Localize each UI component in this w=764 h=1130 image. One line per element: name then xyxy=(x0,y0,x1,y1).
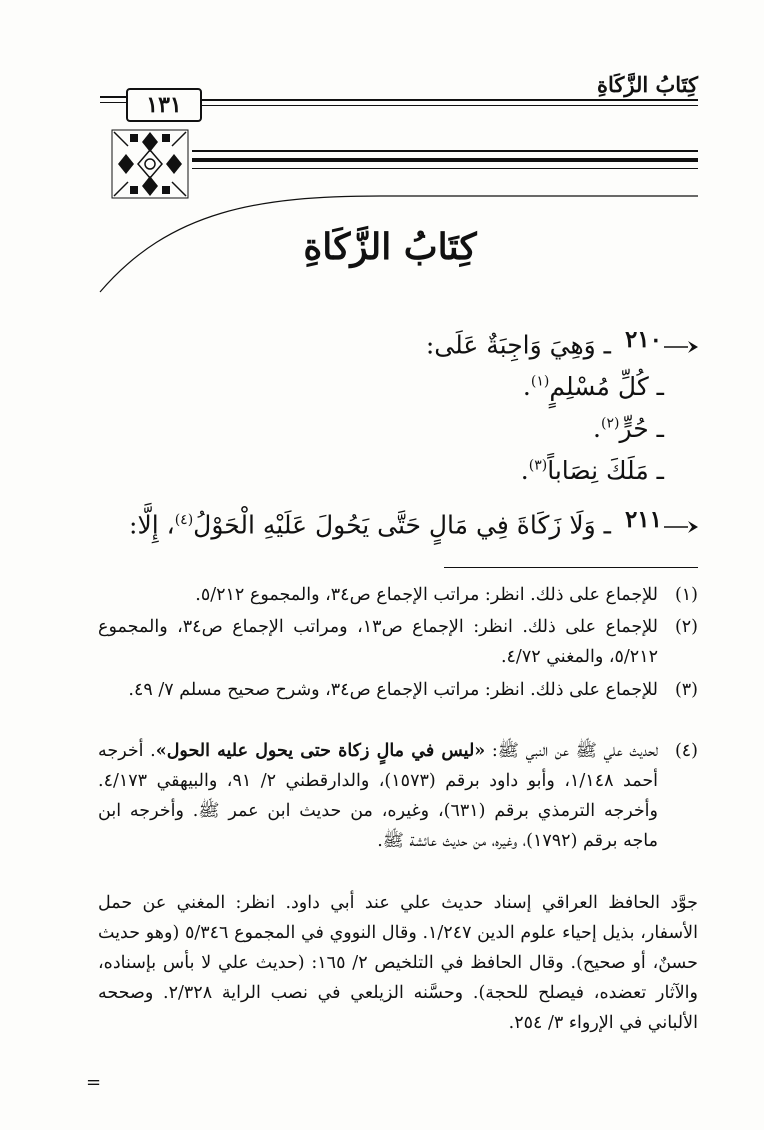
condition-1: ـ كُلِّ مُسْلِمٍ$^{(١)}$. xyxy=(522,372,664,401)
condition-2: ـ حُرٍّ$^{(٢)}$. xyxy=(593,414,664,443)
item-211-tail: ، إِلَّا: xyxy=(129,510,175,540)
footnote-4-intro: لحديث علي ﷺ عن النبي ﷺ: xyxy=(491,741,658,761)
footnote-1-number: (١) xyxy=(674,585,698,605)
item-210-number: ٢١٠ xyxy=(624,326,662,353)
footnote-4-continuation: جوَّد الحافظ العراقي إسناد حديث علي عند أبي داود. انظر: المغني عن حمل الأسفار، بذيل إحياء علوم الدين ١/٢٤٧. وقال النووي في المجموع ٥/٣٤٦ (وهو حديث حسنٌ، أو صحيح). وقال الحافظ في التلخيص ٢/ ١٦٥: (حديث علي لا بأس بإسناده، والآثار تعضده، فيصلح للحجة). وحسَّنه الزيلعي في نصب الراية ٢/٣٢٨. وصححه الألباني في الإرواء ٣/ ٢٥٤. xyxy=(98,893,699,1033)
chapter-title: كِتَابُ الزَّكَاةِ xyxy=(303,226,477,268)
footnote-4-number: (٤) xyxy=(674,741,698,761)
condition-3: ـ مَلَكَ نِصَاباً$^{(٣)}$. xyxy=(520,456,664,485)
condition-2-text: ـ حُرٍّ xyxy=(619,414,664,443)
condition-3-text: ـ مَلَكَ نِصَاباً xyxy=(547,456,664,485)
footnote-separator xyxy=(444,567,698,568)
footnote-2-text: للإجماع على ذلك. انظر: الإجماع ص١٣، ومراتب الإجماع ص٣٤، والمجموع ٥/٢١٢، والمغني ٤/٧٢. xyxy=(98,617,658,667)
item-211-marker xyxy=(625,506,698,533)
page-number: ١٣١ xyxy=(146,92,182,118)
item-210-text: ـ وَهِيَ وَاجِبَةٌ عَلَى: xyxy=(425,330,611,360)
footnote-1-text: للإجماع على ذلك. انظر: مراتب الإجماع ص٣٤، والمجموع ٥/٢١٢. xyxy=(195,585,658,605)
footnote-3-text: للإجماع على ذلك. انظر: مراتب الإجماع ص٣٤، وشرح صحيح مسلم ٧/ ٤٩. xyxy=(128,680,658,700)
running-head-title: كِتَابُ الزَّكَاةِ xyxy=(596,72,698,97)
item-210 xyxy=(426,326,698,360)
footnote-2 xyxy=(98,612,698,672)
footnote-2-number: (٢) xyxy=(674,617,698,637)
footnote-1 xyxy=(98,580,698,610)
item-marker-icon xyxy=(664,333,698,347)
item-marker-icon xyxy=(664,513,698,527)
footnote-4-rest: . أخرجه أحمد ١/١٤٨، وأبو داود برقم (١٥٧٣)، والدارقطني ٢/ ٩١، والبيهقي ٤/١٧٣. وأخرجه الترمذي برقم (٦٣١)، وغيره، من حديث ابن عمر ﷺ. وأخرجه ابن ماجه برقم (١٧٩٢)، وغيره، من حديث عائشة ﷺ. xyxy=(98,741,658,851)
item-211-number: ٢١١ xyxy=(624,506,662,533)
footnote-4-text xyxy=(98,736,658,856)
item-211-text: ـ وَلَا زَكَاةَ فِي مَالٍ حَتَّى يَحُولَ عَلَيْهِ الْحَوْلُ xyxy=(193,510,611,540)
footnote-3 xyxy=(98,675,698,705)
condition-3-ref: (٣) xyxy=(528,457,548,474)
footnote-4-hadith: «ليس في مالٍ زكاة حتى يحول عليه الحول» xyxy=(155,741,486,761)
item-210-marker xyxy=(625,326,698,353)
continues-mark: = xyxy=(86,1072,102,1093)
condition-2-ref: (٢) xyxy=(601,415,620,432)
footnote-4 xyxy=(98,736,698,856)
condition-1-text: ـ كُلِّ مُسْلِمٍ xyxy=(549,372,664,401)
condition-1-ref: (١) xyxy=(530,373,550,390)
item-211 xyxy=(129,506,698,540)
item-211-ref: (٤) xyxy=(174,512,194,529)
footnote-3-number: (٣) xyxy=(674,680,698,700)
